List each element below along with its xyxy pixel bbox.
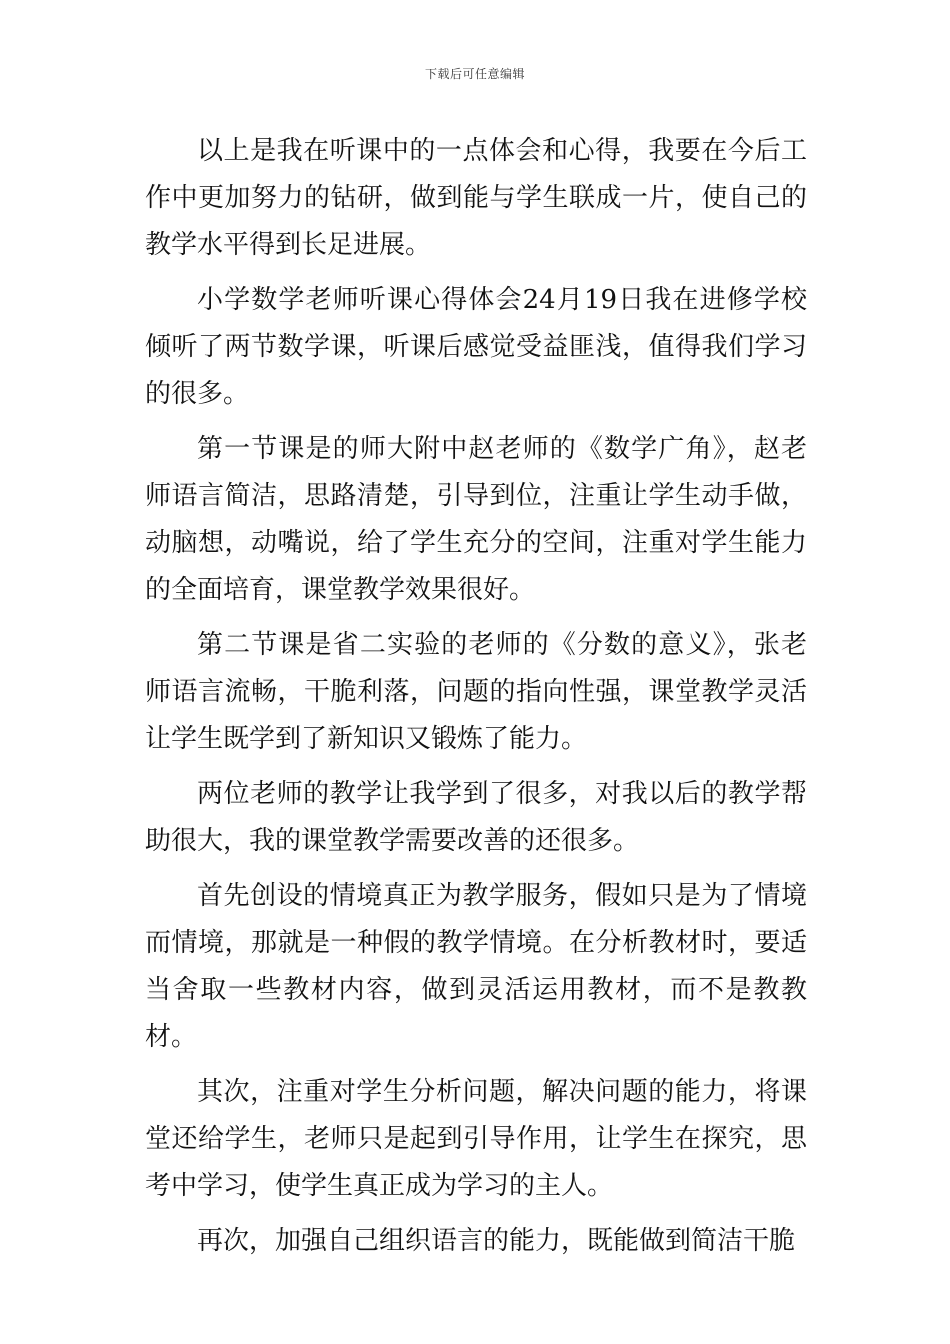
paragraph: 第一节课是的师大附中赵老师的《数学广角》，赵老师语言简洁，思路清楚，引导到位，注重让学生动手做，动脑想，动嘴说，给了学生充分的空间，注重对学生能力的全面培育，课堂教学效果很好。	[145, 434, 807, 605]
paragraph: 首先创设的情境真正为教学服务，假如只是为了情境而情境，那就是一种假的教学情境。在分析教材时，要适当舍取一些教材内容，做到灵活运用教材，而不是教教材。	[145, 881, 807, 1052]
paragraph: 两位老师的教学让我学到了很多，对我以后的教学帮助很大，我的课堂教学需要改善的还很多。	[145, 779, 807, 856]
paragraph: 其次，注重对学生分析问题，解决问题的能力，将课堂还给学生，老师只是起到引导作用，让学生在探究，思考中学习，使学生真正成为学习的主人。	[145, 1077, 807, 1201]
paragraph: 以上是我在听课中的一点体会和心得，我要在今后工作中更加努力的钻研，做到能与学生联成一片，使自己的教学水平得到长足进展。	[145, 136, 807, 260]
paragraph: 小学数学老师听课心得体会24月19日我在进修学校倾听了两节数学课，听课后感觉受益匪浅，值得我们学习的很多。	[145, 285, 807, 409]
paragraph: 第二节课是省二实验的老师的《分数的意义》，张老师语言流畅，干脆利落，问题的指向性强，课堂教学灵活让学生既学到了新知识又锻炼了能力。	[145, 630, 807, 754]
document-body	[145, 128, 807, 1265]
page-header-note: 下载后可任意编辑	[424, 67, 525, 81]
paragraph: 再次，加强自己组织语言的能力，既能做到简洁干脆	[197, 1226, 796, 1256]
